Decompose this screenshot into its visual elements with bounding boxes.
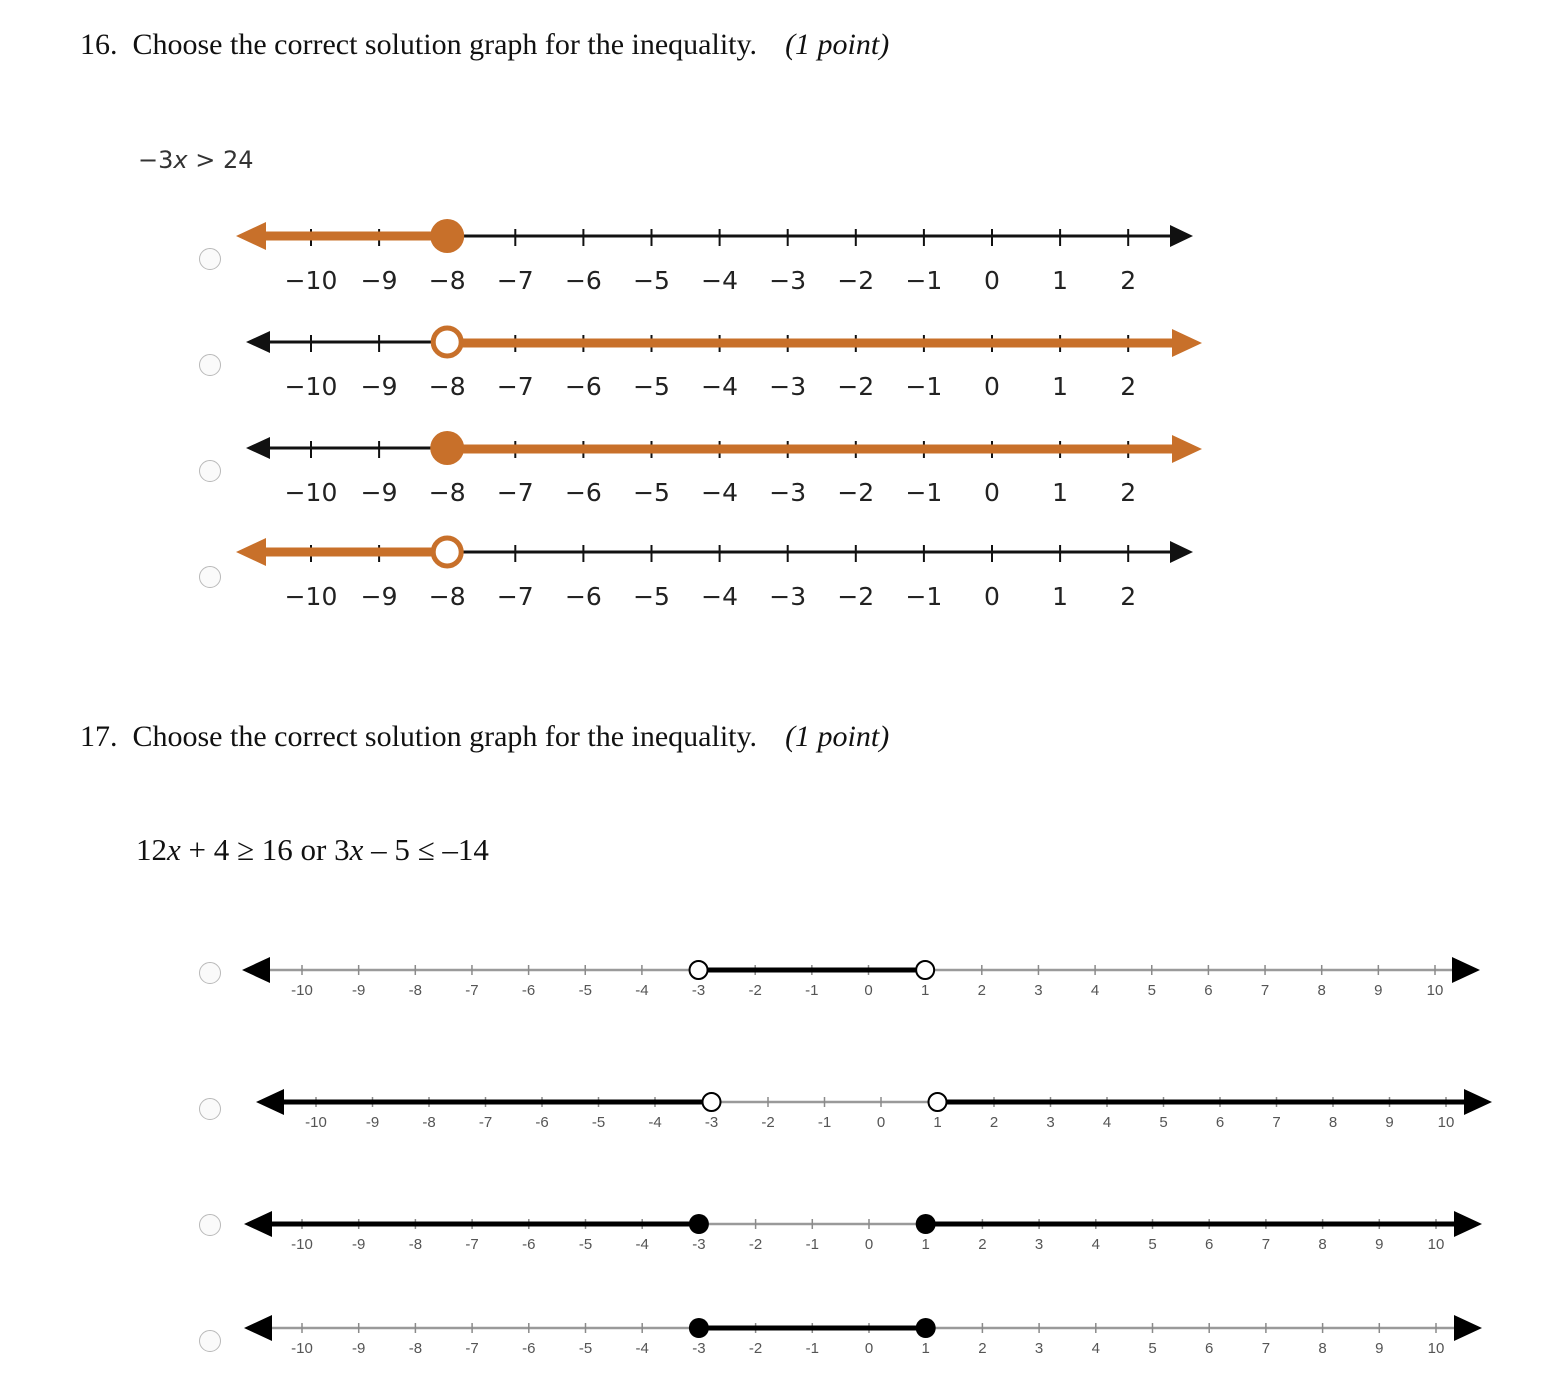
tick-label: 0: [876, 1114, 886, 1131]
tick-label: -10: [305, 1114, 327, 1131]
tick-label: −3: [769, 266, 807, 295]
right-arrow-head: [1454, 1315, 1482, 1341]
tick-label: −6: [564, 478, 602, 507]
tick-label: -1: [817, 1114, 832, 1131]
tick-label: 6: [1215, 1114, 1225, 1131]
tick-label: -6: [521, 982, 536, 999]
tick-label: 2: [1120, 266, 1137, 295]
tick-label: -10: [291, 1340, 313, 1357]
tick-label: -6: [522, 1340, 536, 1357]
tick-label: 4: [1090, 982, 1100, 999]
tick-label: -9: [365, 1114, 380, 1131]
tick-label: -8: [408, 982, 422, 999]
tick-label: 2: [989, 1114, 999, 1131]
tick-label: 1: [933, 1114, 942, 1131]
tick-label: 10: [1427, 1340, 1445, 1357]
closed-endpoint: [916, 1318, 936, 1338]
tick-label: 0: [864, 1236, 874, 1253]
tick-label: -9: [352, 1340, 366, 1357]
tick-label: 9: [1374, 982, 1383, 999]
left-arrow-head: [244, 1315, 272, 1341]
tick-label: −9: [360, 478, 398, 507]
tick-label: −8: [428, 266, 466, 295]
tick-label: −10: [284, 266, 338, 295]
tick-label: 4: [1091, 1236, 1100, 1253]
left-arrow-head: [242, 957, 270, 983]
tick-label: -9: [352, 1236, 366, 1253]
tick-label: −1: [905, 372, 943, 401]
tick-label: 0: [864, 1340, 874, 1357]
tick-label: 2: [1120, 582, 1137, 611]
tick-label: 3: [1034, 1340, 1044, 1357]
tick-label: −3: [769, 372, 807, 401]
tick-label: 9: [1375, 1236, 1384, 1253]
tick-label: -10: [291, 982, 313, 999]
left-arrow-head: [246, 331, 270, 353]
tick-label: −7: [496, 582, 534, 611]
tick-label: -4: [635, 1340, 649, 1357]
question-number: 16.: [80, 28, 118, 61]
tick-label: -2: [748, 1236, 763, 1253]
tick-label: 3: [1034, 1236, 1044, 1253]
tick-label: −7: [496, 478, 534, 507]
tick-label: −1: [905, 478, 943, 507]
tick-label: 0: [984, 478, 1000, 507]
tick-label: −4: [701, 478, 739, 507]
tick-label: 10: [1426, 982, 1444, 999]
closed-endpoint: [430, 219, 464, 253]
tick-label: -6: [535, 1114, 549, 1131]
tick-label: −5: [633, 372, 670, 401]
tick-label: 3: [1034, 982, 1043, 999]
tick-label: −4: [701, 266, 739, 295]
tick-label: -3: [704, 1114, 719, 1131]
question-prompt: Choose the correct solution graph for the inequality.: [132, 28, 758, 61]
tick-label: −10: [284, 372, 338, 401]
question-points: (1 point): [785, 28, 890, 61]
tick-label: -8: [408, 1236, 423, 1253]
closed-endpoint: [689, 1214, 709, 1234]
tick-label: 10: [1437, 1114, 1455, 1131]
tick-label: -8: [408, 1340, 423, 1357]
tick-label: -2: [748, 1340, 763, 1357]
tick-label: −10: [284, 478, 338, 507]
tick-label: −6: [564, 372, 602, 401]
tick-label: 1: [920, 982, 930, 999]
tick-label: 4: [1102, 1114, 1112, 1131]
tick-label: -5: [578, 1236, 593, 1253]
tick-label: 2: [978, 1340, 987, 1357]
tick-label: −9: [360, 582, 398, 611]
tick-label: 6: [1205, 1236, 1214, 1253]
tick-label: -4: [635, 982, 649, 999]
tick-label: −8: [428, 478, 466, 507]
tick-label: −1: [905, 582, 943, 611]
tick-label: −9: [360, 266, 398, 295]
open-endpoint: [703, 1093, 721, 1111]
tick-label: 7: [1272, 1114, 1281, 1131]
tick-label: 7: [1261, 1236, 1271, 1253]
tick-label: −4: [701, 372, 739, 401]
tick-label: −6: [564, 266, 602, 295]
tick-label: −2: [837, 266, 875, 295]
open-endpoint: [433, 538, 461, 566]
tick-label: 2: [1120, 478, 1137, 507]
tick-label: 1: [1052, 372, 1069, 401]
tick-label: −1: [905, 266, 943, 295]
tick-label: 5: [1147, 982, 1156, 999]
tick-label: −5: [633, 582, 670, 611]
tick-label: −2: [837, 478, 875, 507]
tick-label: -7: [465, 1236, 479, 1253]
tick-label: −10: [284, 582, 338, 611]
right-arrow-head: [1452, 957, 1480, 983]
tick-label: 1: [921, 1236, 930, 1253]
tick-label: 7: [1261, 1340, 1271, 1357]
open-endpoint: [433, 328, 461, 356]
tick-label: 10: [1427, 1236, 1445, 1253]
left-arrow-head: [236, 538, 266, 566]
tick-label: 8: [1317, 982, 1326, 999]
tick-label: −3: [769, 582, 807, 611]
right-arrow-head: [1172, 435, 1202, 463]
tick-label: 9: [1385, 1114, 1394, 1131]
tick-label: -4: [635, 1236, 649, 1253]
question-prompt: Choose the correct solution graph for the inequality.: [132, 720, 758, 753]
tick-label: 6: [1205, 1340, 1214, 1357]
tick-label: 7: [1260, 982, 1270, 999]
right-arrow-head: [1170, 225, 1193, 247]
tick-label: 5: [1148, 1236, 1157, 1253]
tick-label: −8: [428, 582, 466, 611]
tick-label: -7: [465, 1340, 479, 1357]
tick-label: 5: [1148, 1340, 1157, 1357]
tick-label: −5: [633, 478, 670, 507]
tick-label: -8: [422, 1114, 436, 1131]
open-endpoint: [929, 1093, 947, 1111]
tick-label: -4: [648, 1114, 662, 1131]
tick-label: 0: [984, 582, 1000, 611]
inequality-17: 12x + 4 ≥ 16 or 3x – 5 ≤ –14: [136, 832, 489, 867]
tick-label: 2: [1120, 372, 1137, 401]
tick-label: −6: [564, 582, 602, 611]
closed-endpoint: [430, 431, 464, 465]
tick-label: −7: [496, 266, 534, 295]
tick-label: -1: [805, 982, 819, 999]
tick-label: 1: [1052, 266, 1069, 295]
tick-label: -10: [291, 1236, 313, 1253]
right-arrow-head: [1172, 329, 1202, 357]
tick-label: −3: [769, 478, 807, 507]
open-endpoint: [690, 961, 708, 979]
open-endpoint: [916, 961, 934, 979]
left-arrow-head: [236, 222, 266, 250]
closed-endpoint: [916, 1214, 936, 1234]
tick-label: 8: [1318, 1236, 1327, 1253]
tick-label: 6: [1204, 982, 1213, 999]
tick-label: -3: [692, 1236, 706, 1253]
tick-label: 8: [1318, 1340, 1327, 1357]
question-points: (1 point): [785, 720, 890, 753]
tick-label: -3: [692, 1340, 706, 1357]
tick-label: -7: [465, 982, 479, 999]
tick-label: -3: [691, 982, 706, 999]
tick-label: -6: [522, 1236, 536, 1253]
tick-label: 8: [1328, 1114, 1338, 1131]
tick-label: -1: [805, 1340, 819, 1357]
tick-label: 0: [864, 982, 873, 999]
left-arrow-head: [246, 437, 270, 459]
tick-label: 9: [1375, 1340, 1384, 1357]
tick-label: 5: [1159, 1114, 1168, 1131]
tick-label: -9: [351, 982, 366, 999]
tick-label: −2: [837, 372, 875, 401]
tick-label: 2: [978, 1236, 987, 1253]
tick-label: 4: [1091, 1340, 1100, 1357]
question-number: 17.: [80, 720, 118, 753]
tick-label: -5: [591, 1114, 606, 1131]
tick-label: 0: [984, 266, 1000, 295]
tick-label: -1: [805, 1236, 819, 1253]
tick-label: -2: [748, 982, 762, 999]
tick-label: -7: [478, 1114, 493, 1131]
tick-label: 1: [1052, 478, 1069, 507]
tick-label: −5: [633, 266, 670, 295]
right-arrow-head: [1170, 541, 1193, 563]
inequality-16: −3x > 24: [138, 146, 254, 174]
tick-label: 0: [984, 372, 1000, 401]
tick-label: -5: [578, 982, 592, 999]
closed-endpoint: [689, 1318, 709, 1338]
tick-label: −8: [428, 372, 466, 401]
tick-label: −4: [701, 582, 739, 611]
tick-label: 1: [1052, 582, 1069, 611]
tick-label: -2: [761, 1114, 775, 1131]
tick-label: −9: [360, 372, 398, 401]
tick-label: 1: [921, 1340, 930, 1357]
tick-label: −7: [496, 372, 534, 401]
tick-label: 2: [977, 982, 986, 999]
tick-label: −2: [837, 582, 875, 611]
tick-label: -5: [578, 1340, 593, 1357]
tick-label: 3: [1046, 1114, 1055, 1131]
